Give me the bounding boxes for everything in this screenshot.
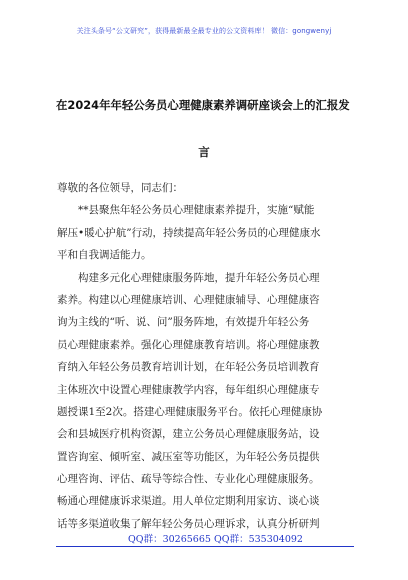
document-body [57, 177, 354, 535]
body-line: 育纳入年轻公务员教育培训计划，在年轻公务员培训教育 [57, 361, 320, 374]
body-line: 素养。构建以心理健康培训、心理健康辅导、心理健康咨 [57, 293, 320, 306]
body-line: 解压•暖心护航”行动，持续提高年轻公务员的心理健康水 [57, 226, 321, 239]
body-line: 会和县城医疗机构资源，建立公务员心理健康服务站，设 [57, 428, 320, 441]
body-line: 题授课1至2次。搭建心理健康服务平台。依托心理健康协 [57, 405, 323, 418]
body-line: 置咨询室、倾听室、减压室等功能区，为年轻公务员提供 [57, 450, 320, 463]
header-banner: 关注头条号“公文研究”，获得最新最全最专业的公文资料库！ 微信：gongwenyj [76, 27, 332, 35]
body-line: 平和自我调适能力。 [57, 249, 152, 262]
body-line: 畅通心理健康诉求渠道。用人单位定期利用家访、谈心谈 [57, 495, 320, 508]
body-line: 构建多元化心理健康服务阵地，提升年轻公务员心理 [78, 271, 320, 284]
salutation: 尊敬的各位领导，同志们： [57, 182, 183, 194]
body-line: **县聚焦年轻公务员心理健康素养提升，实施“赋能 [78, 204, 315, 217]
title-line-2: 言 [198, 145, 210, 159]
footer-rule [56, 546, 354, 547]
title-line-1: 在2024年年轻公务员心理健康素养调研座谈会上的汇报发 [56, 98, 350, 112]
qq-group-right: QQ群：535304092 [214, 534, 303, 545]
body-line: 心理咨询、评估、疏导等综合性、专业化心理健康服务。 [57, 473, 320, 486]
qq-group-left: QQ群：30265665 [128, 534, 211, 545]
document-title [56, 96, 352, 161]
body-line: 主体班次中设置心理健康教学内容，每年组织心理健康专 [57, 383, 320, 396]
body-line: 询为主线的“听、说、问”服务阵地，有效提升年轻公务 [57, 316, 310, 329]
body-line: 员心理健康素养。强化心理健康教育培训。将心理健康教 [57, 338, 320, 351]
body-line: 话等多渠道收集了解年轻公务员心理诉求，认真分析研判 [57, 517, 320, 530]
